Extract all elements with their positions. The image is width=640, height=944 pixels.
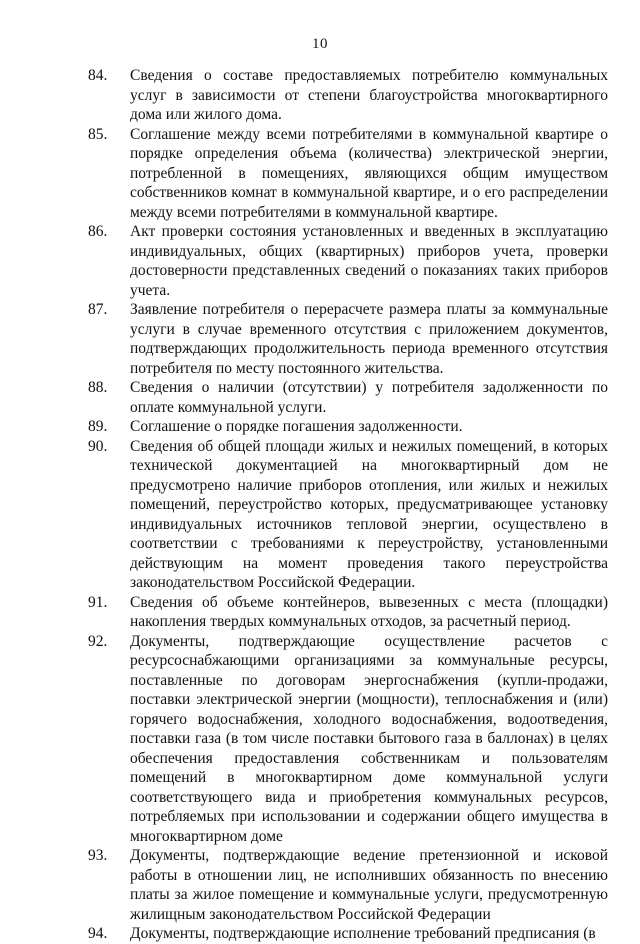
item-text: Документы, подтверждающие ведение претензионной и исковой работы в отношении лиц, не исполнивших обязанность по внесению платы за жилое помещение и коммунальные услуги, предусмотренную жилищным законодательством Российской Федерации — [130, 847, 608, 923]
list-item — [88, 125, 608, 223]
item-number: 85. — [88, 125, 108, 143]
item-text: Соглашение о порядке погашения задолженности. — [130, 418, 463, 435]
item-text: Акт проверки состояния установленных и введенных в эксплуатацию индивидуальных, общих (квартирных) приборов учета, проверки достоверности представленных сведений о показаниях таких приборов учета. — [130, 223, 608, 299]
item-number: 88. — [88, 379, 108, 396]
item-text: Документы, подтверждающие осуществление расчетов с ресурсоснабжающими организациями за коммунальные ресурсы, поставленные по договорам энергоснабжения (купли-продажи, поставки электрической энергии (мощности), теплоснабжения и (или) горячего водоснабжения, холодного водоснабжения, водоотведения, поставки газа (в том числе поставки бытового газа в баллонах) в целях обеспечения предоставления собственникам и пользователям помещений в многоквартирном доме коммунальной услуги соответствующего вида и приобретения коммунальных ресурсов, потребляемых при использовании и содержании общего имущества в многоквартирном доме — [130, 632, 608, 845]
item-number: 93. — [88, 847, 108, 864]
item-number: 94. — [88, 925, 108, 942]
item-number: 84. — [88, 67, 108, 84]
page-number: 10 — [312, 36, 328, 52]
item-text: Сведения о составе предоставляемых потребителю коммунальных услуг в зависимости от степени благоустройства многоквартирного дома или жилого дома. — [130, 67, 608, 123]
item-number: 89. — [88, 418, 108, 435]
item-text: Сведения о наличии (отсутствии) у потребителя задолженности по оплате коммунальной услуги. — [130, 379, 608, 416]
item-text: Заявление потребителя о перерасчете размера платы за коммунальные услуги в случае временного отсутствия с приложением документов, подтверждающих продолжительность периода временного отсутствия потребителя по месту постоянного жительства. — [130, 301, 608, 377]
item-number: 87. — [88, 301, 108, 318]
list-item — [88, 593, 608, 632]
item-text: Сведения об общей площади жилых и нежилых помещений, в которых технической документацией на многоквартирный дом не предусмотрено наличие приборов отопления, или жилых и нежилых помещений, переустройство которых, предусматривающее установку индивидуальных источников тепловой энергии, осуществлено в соответствии с требованиями к переустройству, установленными действующим на момент проведения такого переустройства законодательством Российской Федерации. — [130, 437, 608, 591]
list-item — [88, 417, 608, 437]
item-number: 90. — [88, 437, 108, 455]
item-text: Сведения об объеме контейнеров, вывезенных с места (площадки) накопления твердых коммунальных отходов, за расчетный период. — [130, 593, 608, 630]
item-text: Документы, подтверждающие исполнение требований предписания (в — [130, 925, 596, 942]
list-item — [88, 66, 608, 125]
item-number: 91. — [88, 593, 108, 611]
list-item — [88, 222, 608, 300]
item-number: 86. — [88, 223, 108, 240]
list-item — [88, 632, 608, 847]
list-item — [88, 924, 608, 944]
document-list — [88, 66, 608, 944]
list-item — [88, 300, 608, 378]
list-item — [88, 437, 608, 593]
item-text: Соглашение между всеми потребителями в коммунальной квартире о порядке определения объема (количества) электрической энергии, потребленной в помещениях, являющихся общим имуществом собственников комнат в коммунальной квартире, и о его распределении между всеми потребителями в коммунальной квартире. — [130, 125, 608, 221]
item-number: 92. — [88, 632, 108, 650]
list-item — [88, 378, 608, 417]
list-item — [88, 846, 608, 924]
